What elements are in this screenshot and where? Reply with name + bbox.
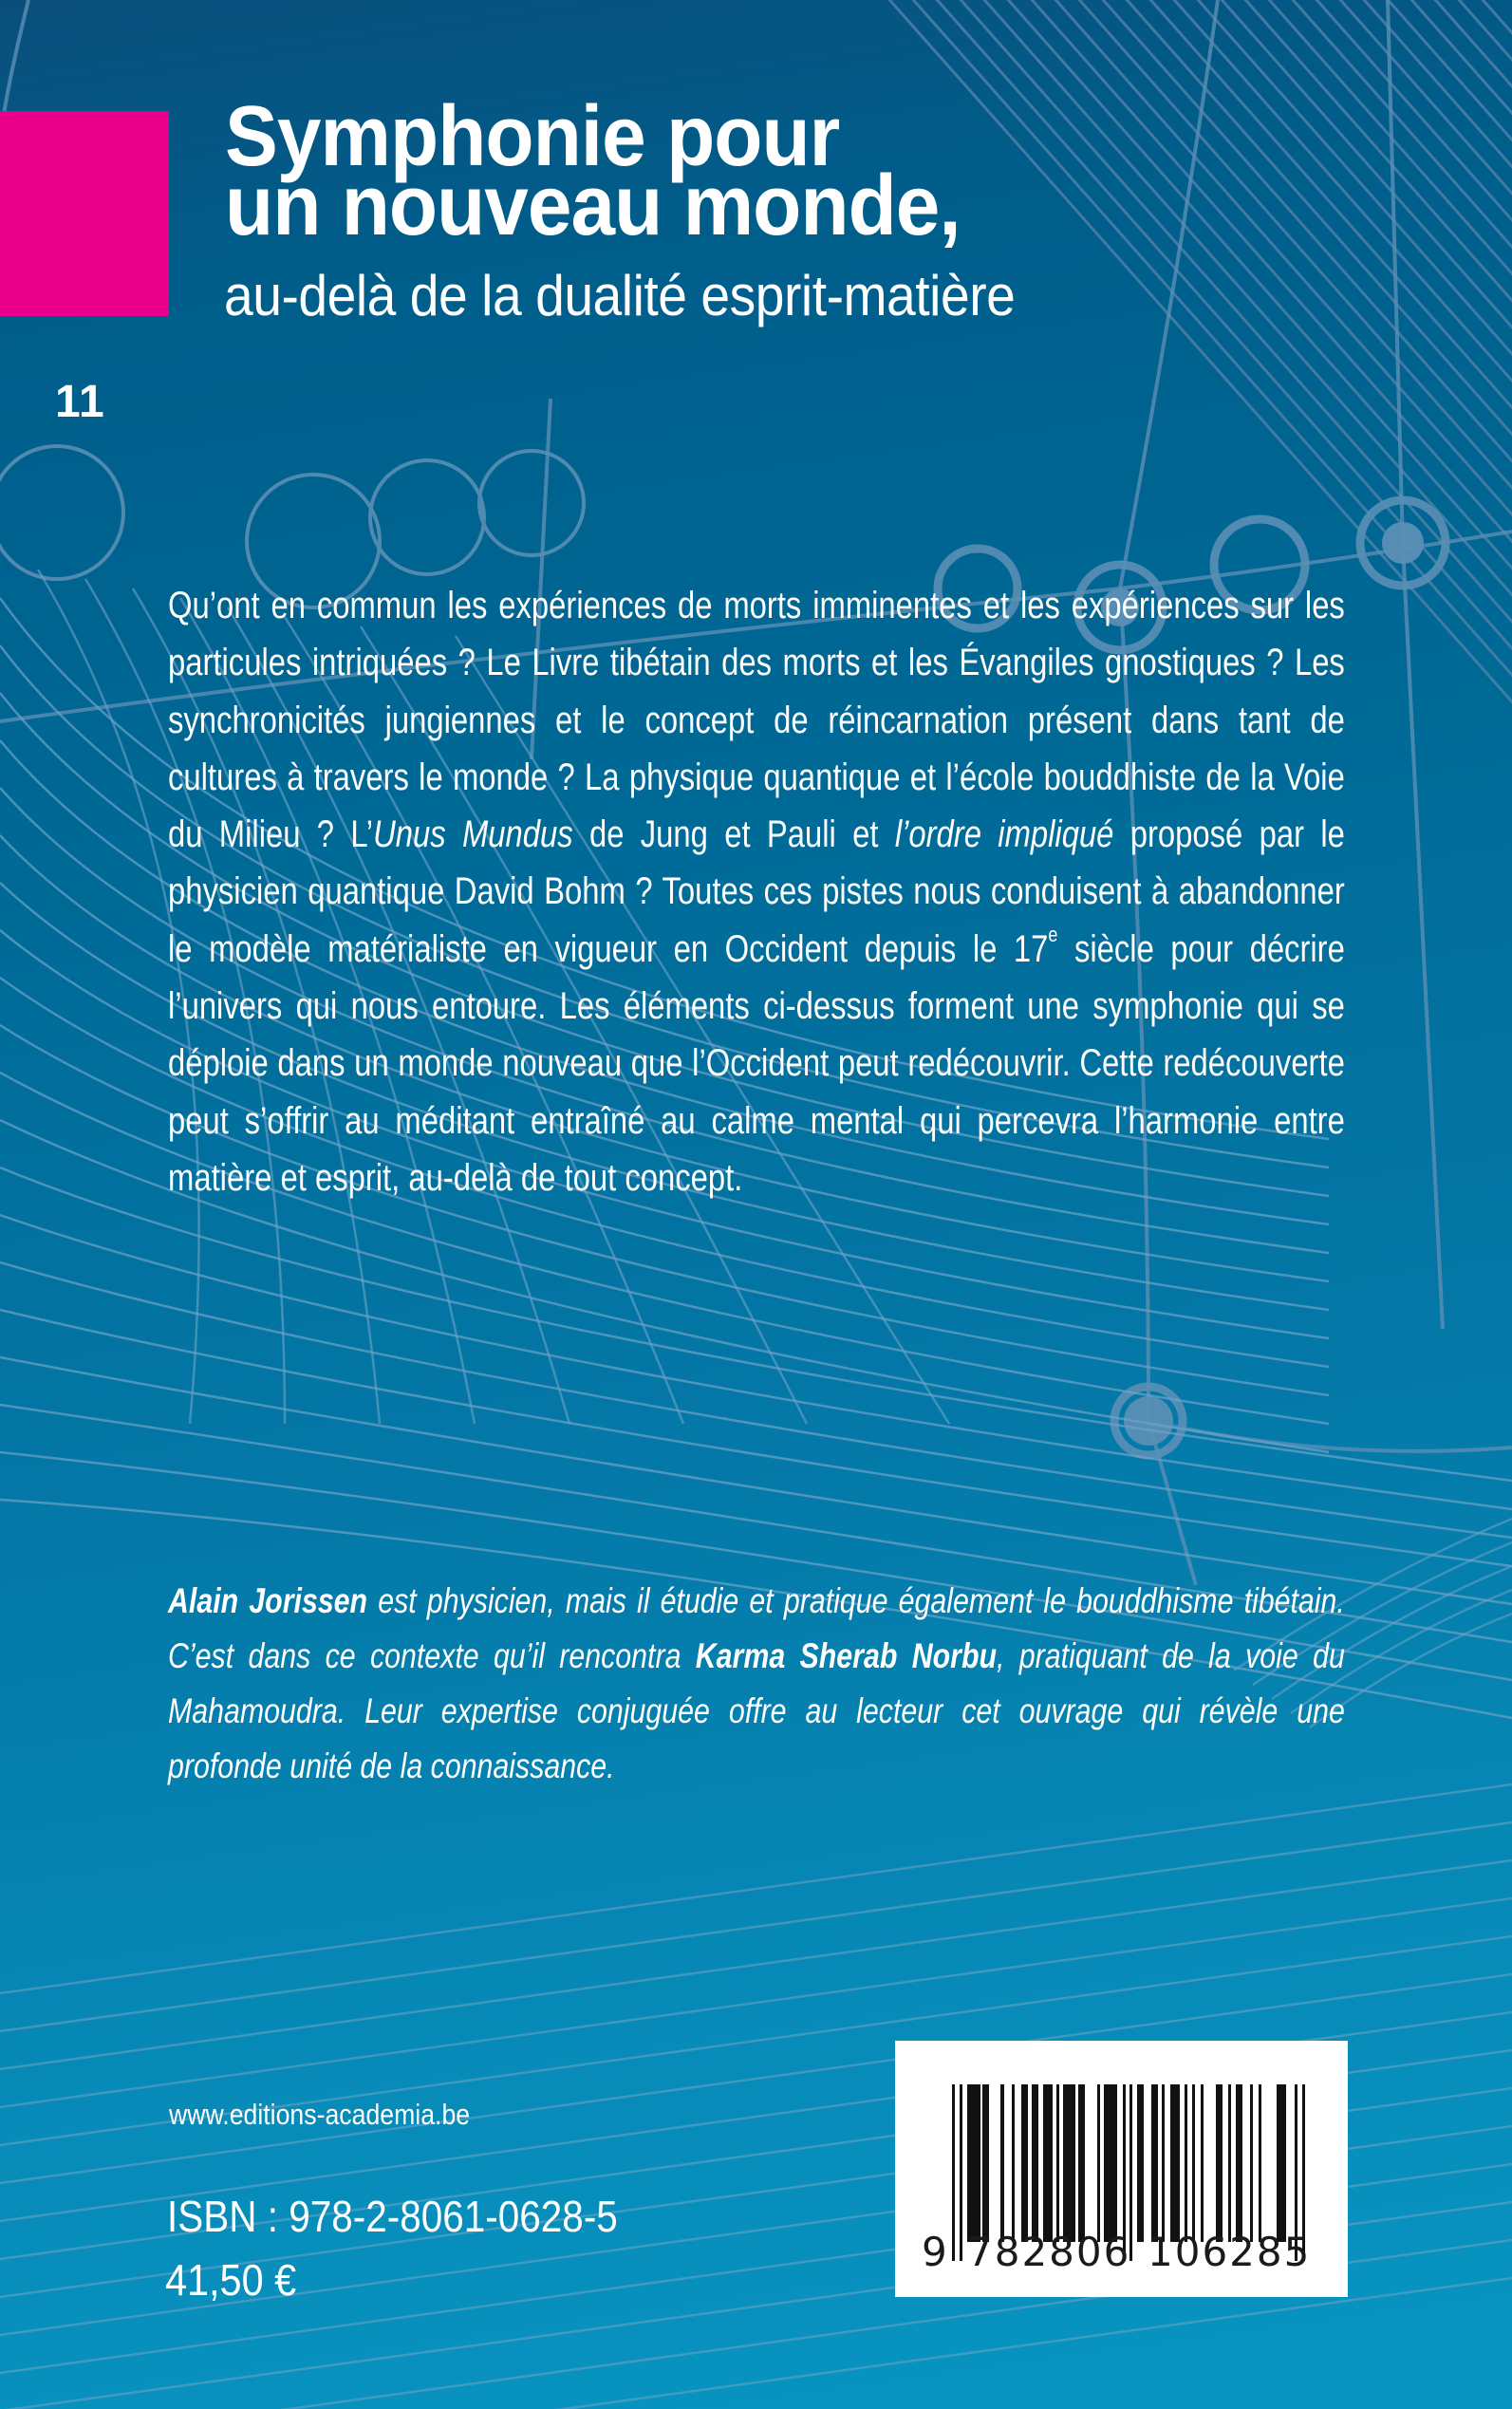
emphasis-ordre-implique: l’ordre impliqué <box>894 813 1114 856</box>
price: 41,50 € <box>165 2255 297 2305</box>
isbn: ISBN : 978-2-8061-0628-5 <box>167 2192 618 2241</box>
title-line-2: un nouveau monde, <box>225 159 961 253</box>
book-title <box>225 89 1459 253</box>
barcode-first-digit: 9 <box>922 2229 947 2275</box>
description-paragraph: Qu’ont en commun les expériences de morts imminentes et les expériences sur les particules intriquées ? Le Livre tibétain des morts et les Évangiles gnostiques ? Les synchronicités jungiennes et le concept de réincarnation présent dans tant de cultures à travers le monde ? La physique quantique et l’école bouddhiste de la Voie du Milieu ? L’Unus Mundus de Jung et Pauli et l’ordre impliqué proposé par le physicien quantique David Bohm ? Toutes ces pistes nous conduisent à abandonner le modèle matérialiste en vigueur en Occident depuis le 17e siècle pour décrire l’univers qui nous entoure. Les éléments ci-dessus forment une symphonie qui se déploie dans un monde nouveau que l’Occident peut redécouvrir. Cette redécouverte peut s’offrir au méditant entraîné au calme mental qui percevra l’harmonie entre matière et esprit, au-delà de tout concept. <box>168 585 1345 1199</box>
author-name-1: Alain Jorissen <box>168 1581 368 1620</box>
barcode <box>895 2041 1348 2297</box>
series-number: 11 <box>55 377 105 427</box>
barcode-group-1: 782806 <box>967 2229 1131 2275</box>
barcode-group-2: 106285 <box>1148 2229 1312 2275</box>
series-badge <box>0 111 169 427</box>
emphasis-unus-mundus: Unus Mundus <box>373 813 573 856</box>
book-subtitle: au-delà de la dualité esprit-matière <box>224 264 1016 327</box>
author-bio <box>168 1574 1345 1794</box>
superscript: e <box>1048 922 1058 946</box>
author-name-2: Karma Sherab Norbu <box>695 1636 998 1675</box>
author-bio-paragraph: Alain Jorissen est physicien, mais il étudie et pratique également le bouddhisme tibétain. C’est dans ce contexte qu’il rencontra Karma Sherab Norbu, pratiquant de la voie du Mahamoudra. Leur expertise conjuguée offre au lecteur cet ouvrage qui révèle une profonde unité de la connaissance. <box>168 1581 1345 1785</box>
publisher-website[interactable]: www.editions-academia.be <box>169 2098 471 2131</box>
book-description <box>168 577 1345 1206</box>
title-line-1: Symphonie pour <box>225 89 840 184</box>
